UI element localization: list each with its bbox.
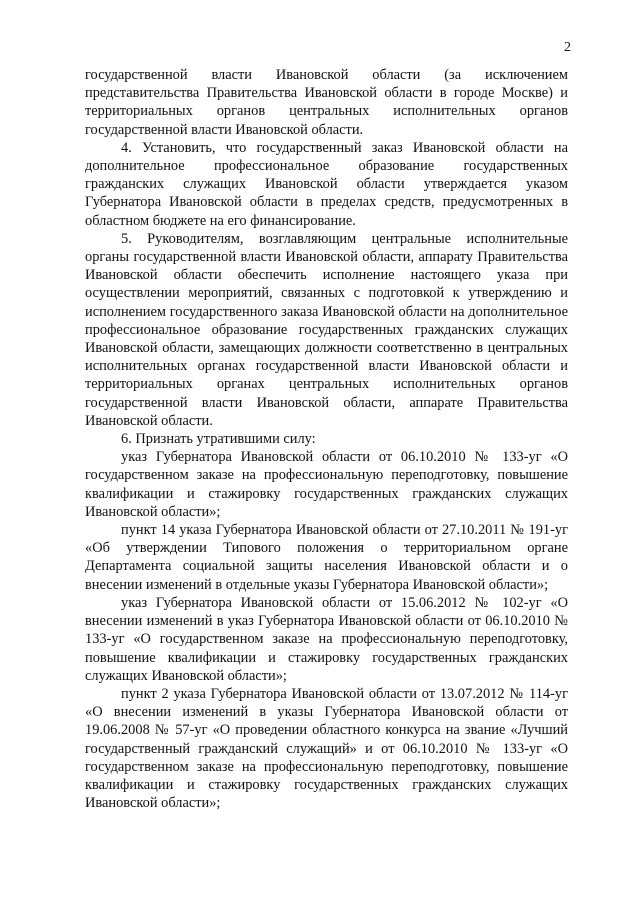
repealed-act-1: указ Губернатора Ивановской области от 06.10.2010 № 133-уг «О государственном заказе на профессиональную переподготовку, повышение квалификации и стажировку государственных гражданских служащих Ивановской области»; [85, 449, 568, 520]
page-number: 2 [564, 40, 571, 55]
paragraph-item-5: 5. Руководителям, возглавляющим центральные исполнительные органы государственной власти Ивановской области, аппарату Правительства Ивановской области обеспечить исполнение настоящего указа при осуществлении мероприятий, связанных с подготовкой к утверждению и исполнением государственного заказа Ивановской области на дополнительное профессиональное образование государственных гражданских служащих Ивановской области, замещающих должности соответственно в центральных исполнительных органах государственной власти Ивановской области и территориальных органах центральных исполнительных органов государственной власти Ивановской области, аппарате Правительства Ивановской области. [85, 230, 568, 429]
paragraph-item-6: 6. Признать утратившими силу: [121, 431, 316, 448]
repealed-act-2: пункт 14 указа Губернатора Ивановской области от 27.10.2011 № 191-уг «Об утверждении Типового положения о территориальном органе Департамента социальной защиты населения Ивановской области и о внесении изменений в отдельные указы Губернатора Ивановской области»; [85, 522, 568, 593]
paragraph-continuation: государственной власти Ивановской области (за исключением представительства Правительства Ивановской области в городе Москве) и территориальных органов центральных исполнительных органов государственной власти Ивановской области. [85, 67, 568, 138]
repealed-act-4: пункт 2 указа Губернатора Ивановской области от 13.07.2012 № 114-уг «О внесении изменений в указы Губернатора Ивановской области от 19.06.2008 № 57-уг «О проведении областного конкурса на звание «Лучший государственный гражданский служащий» и от 06.10.2010 № 133-уг «О государственном заказе на профессиональную переподготовку, повышение квалификации и стажировку государственных гражданских служащих Ивановской области»; [85, 685, 568, 812]
paragraph-item-4: 4. Установить, что государственный заказ Ивановской области на дополнительное профессиональное образование государственных гражданских служащих Ивановской области утверждается указом Губернатора Ивановской области в пределах средств, предусмотренных в областном бюджете на его финансирование. [85, 139, 568, 229]
repealed-act-3: указ Губернатора Ивановской области от 15.06.2012 № 102-уг «О внесении изменений в указ Губернатора Ивановской области от 06.10.2010 № 133-уг «О государственном заказе на профессиональную переподготовку, повышение квалификации и стажировку государственных гражданских служащих Ивановской области»; [85, 594, 568, 684]
document-body [85, 66, 568, 812]
